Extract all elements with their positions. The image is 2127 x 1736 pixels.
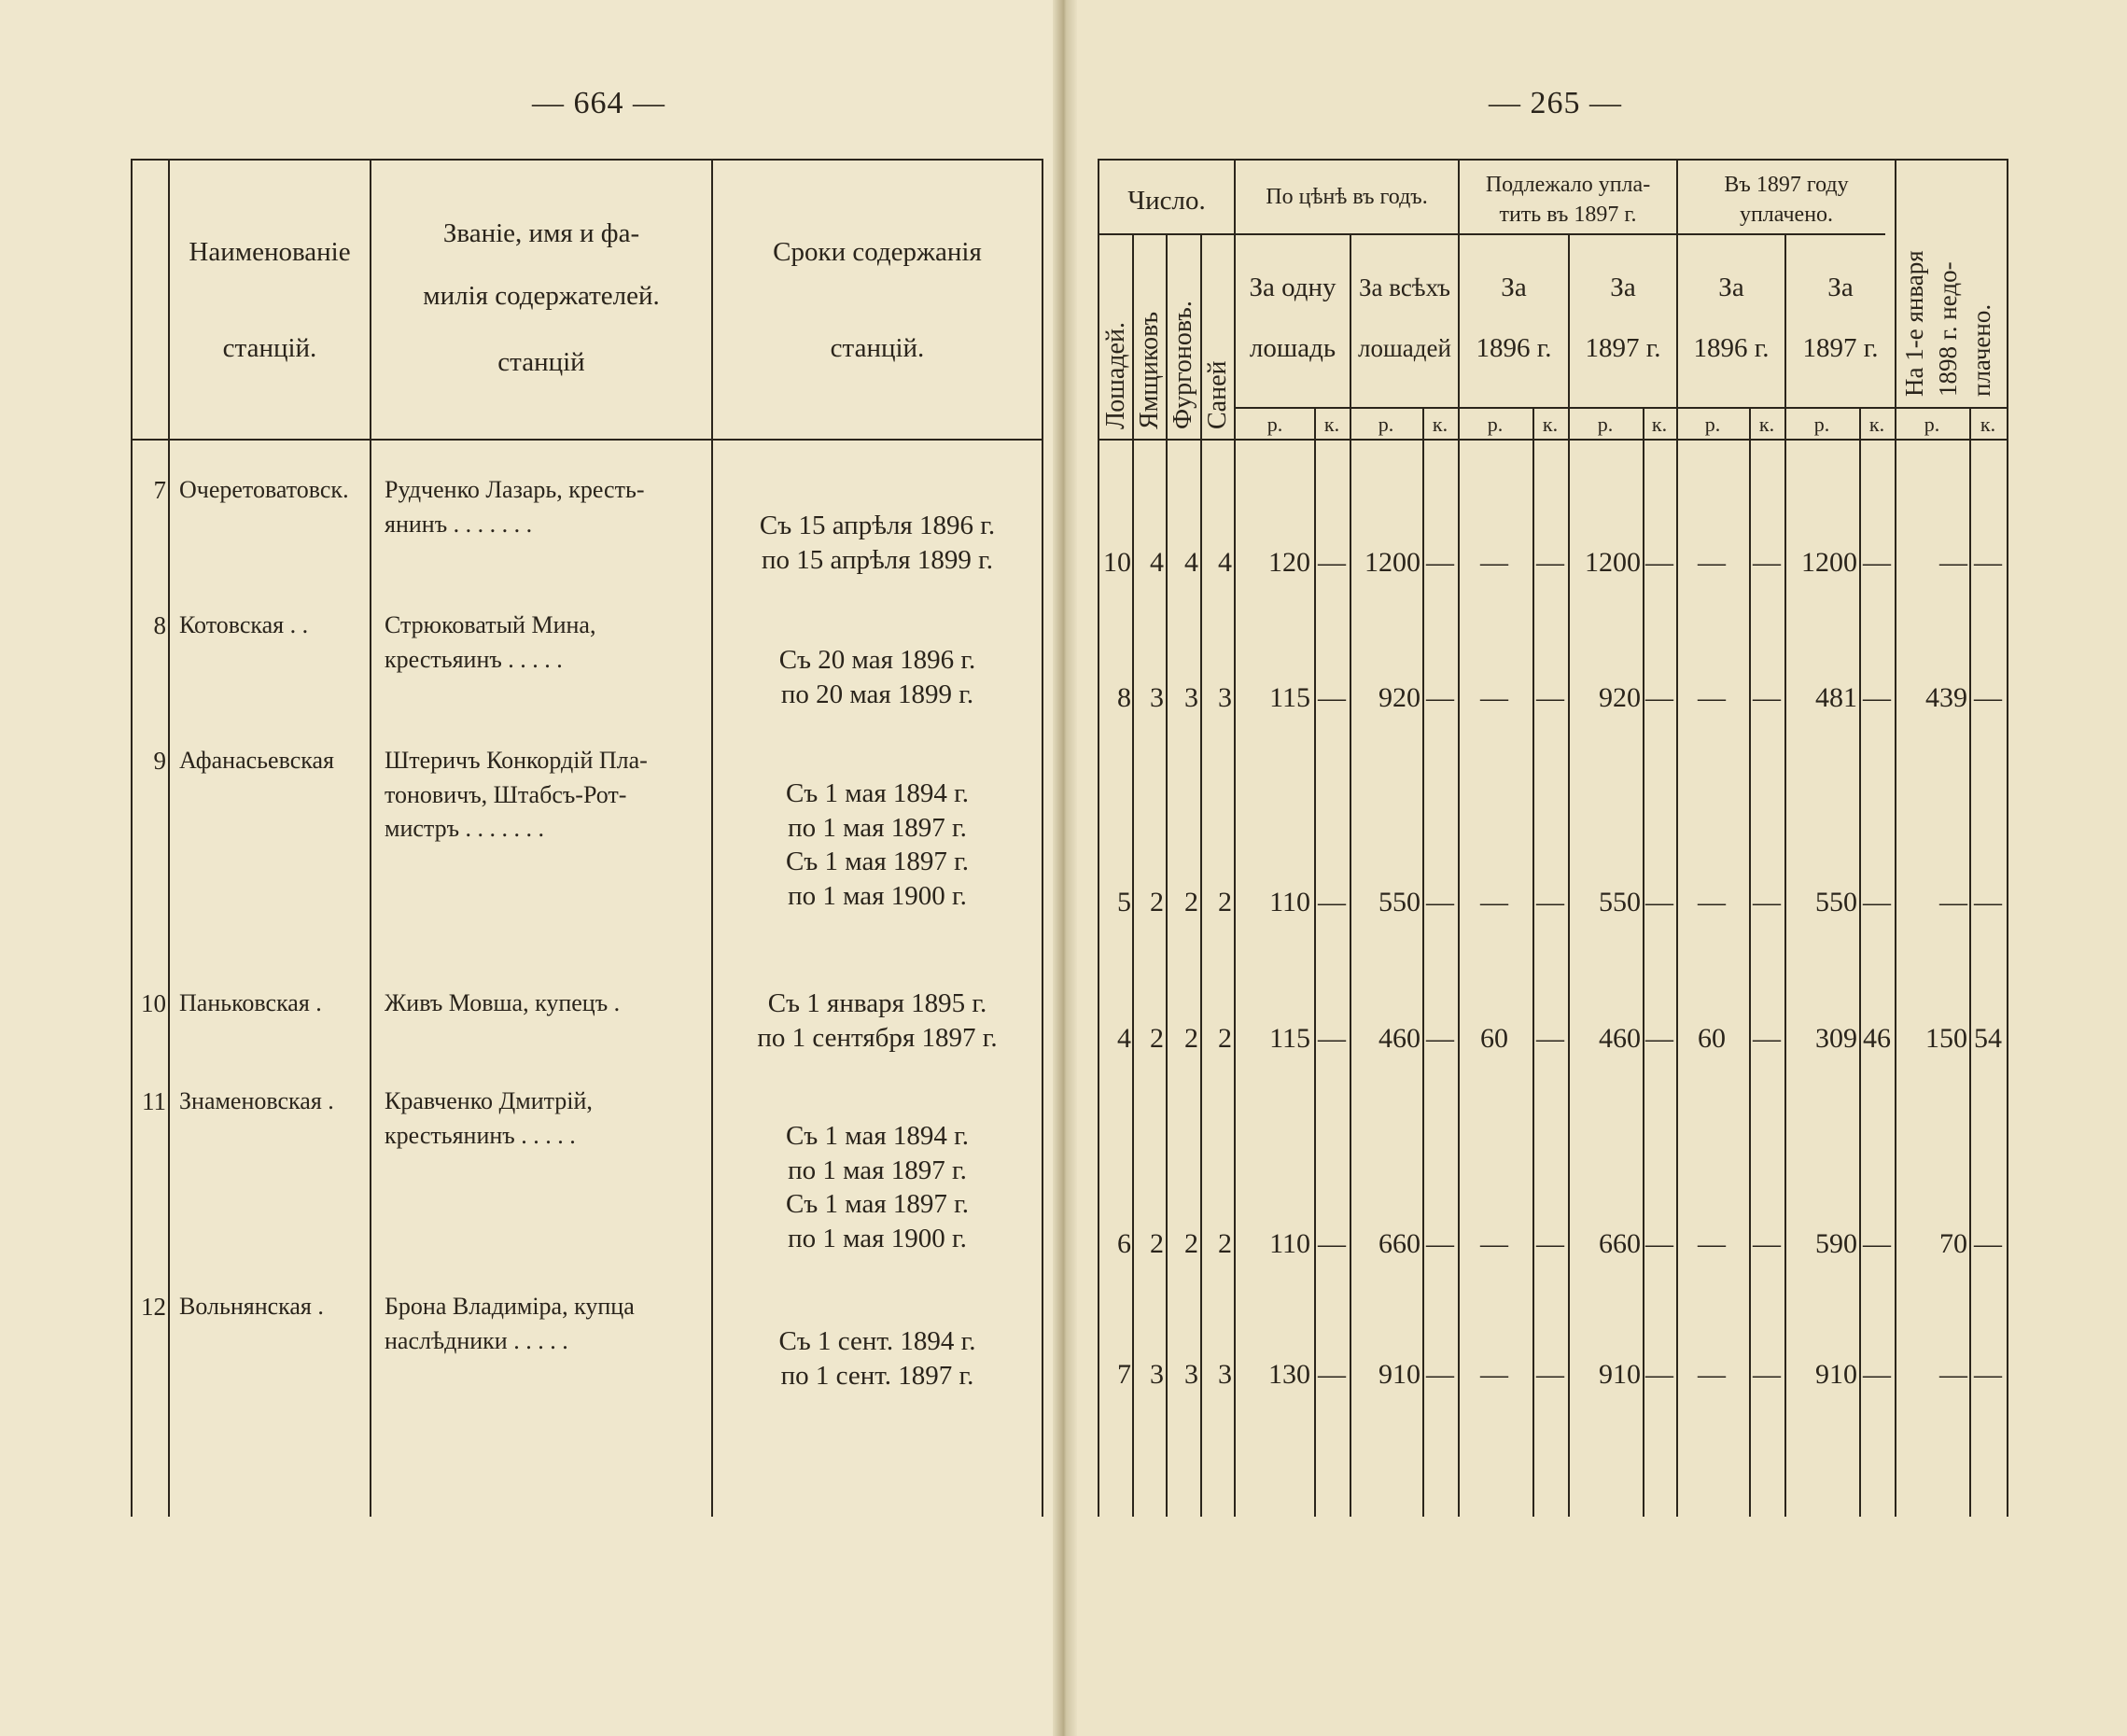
header-unpaid-1: На 1-е января (1900, 250, 1928, 397)
term-line: по 1 мая 1897 г. (788, 812, 967, 843)
table-cell: — (1318, 547, 1346, 578)
table-cell: — (1863, 682, 1891, 713)
row-number: 8 (153, 611, 166, 639)
table-cell: 2 (1218, 887, 1232, 917)
table-cell: — (1426, 682, 1454, 713)
term-line: Съ 1 мая 1894 г. (785, 1121, 970, 1151)
row-number: 12 (141, 1293, 166, 1321)
table-cell: — (1698, 887, 1726, 917)
keeper-line: янинъ . . . . . . . (385, 510, 533, 538)
table-cell: 54 (1974, 1023, 2002, 1054)
station-name: Очеретоватовск. (179, 476, 349, 503)
table-cell: — (1974, 887, 2002, 917)
table-cell: 2 (1150, 1023, 1164, 1054)
unit-kopecks: к. (1758, 413, 1775, 436)
table-cell: 70 (1939, 1228, 1967, 1259)
unit-rubles: р. (1597, 413, 1614, 436)
table-cell: 910 (1599, 1359, 1641, 1390)
unit-rubles: р. (1924, 413, 1940, 436)
table-cell: 2 (1150, 887, 1164, 917)
book-gutter (1053, 0, 1077, 1736)
header-sledges: Саней (1203, 360, 1232, 429)
table-cell: 920 (1599, 682, 1641, 713)
header-paid-1897-a: За (1827, 273, 1854, 302)
table-cell: 115 (1269, 682, 1310, 713)
table-cell: 4 (1117, 1023, 1131, 1054)
table-cell: 150 (1925, 1023, 1967, 1054)
unit-rubles: р. (1704, 413, 1721, 436)
term-line: Съ 15 апрѣля 1896 г. (759, 511, 996, 540)
row-number: 7 (153, 476, 166, 504)
table-cell: — (1480, 682, 1508, 713)
keeper-line: крестьянинъ . . . . . (385, 1121, 576, 1149)
keeper-line: наслѣдники . . . . . (385, 1326, 568, 1354)
table-cell: 1200 (1364, 547, 1420, 578)
term-line: Съ 1 мая 1897 г. (785, 847, 970, 876)
keeper-line: тоновичъ, Штабсъ-Рот- (385, 780, 627, 808)
term-line: по 1 сент. 1897 г. (780, 1360, 974, 1391)
header-paid-1897-b: 1897 г. (1802, 333, 1879, 363)
term-line: по 20 мая 1899 г. (780, 679, 974, 709)
keeper-line: Рудченко Лазарь, кресть- (385, 476, 645, 503)
table-cell: — (1645, 547, 1673, 578)
table-cell: 3 (1150, 682, 1164, 713)
table-cell: — (1318, 1023, 1346, 1054)
table-cell: 1200 (1585, 547, 1641, 578)
right-page-number: — 265 — (1489, 86, 1622, 120)
table-cell: — (1753, 547, 1781, 578)
table-cell: 5 (1117, 887, 1131, 917)
table-cell: — (1645, 682, 1673, 713)
table-cell: 3 (1184, 682, 1198, 713)
header-terms: Сроки содержанія (773, 237, 982, 267)
keeper-line: Живъ Мовша, купецъ . (385, 989, 621, 1016)
table-cell: 8 (1117, 682, 1131, 713)
row-number: 11 (142, 1087, 166, 1115)
table-cell: 130 (1268, 1359, 1310, 1390)
table-cell: 660 (1378, 1228, 1420, 1259)
header-due-1897-a: За (1610, 273, 1636, 302)
table-cell: 439 (1925, 682, 1967, 713)
header-all-horses-1: За всѣхъ (1359, 273, 1450, 301)
table-cell: 10 (1103, 547, 1131, 578)
header-unpaid-3: плачено. (1967, 303, 1995, 397)
keeper-line: Стрюковатый Мина, (385, 611, 596, 638)
table-cell: 2 (1218, 1228, 1232, 1259)
header-coachmen: Ямщиковъ (1135, 311, 1164, 429)
table-cell: — (1480, 547, 1508, 578)
table-cell: 6 (1117, 1228, 1131, 1259)
table-cell: 590 (1815, 1228, 1857, 1259)
table-cell: 2 (1184, 1228, 1198, 1259)
table-cell: — (1645, 1359, 1673, 1390)
unit-kopecks: к. (1980, 413, 1996, 436)
keeper-line: крестьяинъ . . . . . (385, 645, 563, 673)
table-cell: — (1536, 547, 1564, 578)
table-cell: — (1426, 1023, 1454, 1054)
station-name: Паньковская . (179, 989, 322, 1016)
term-line: по 1 мая 1900 г. (788, 880, 967, 911)
row-number: 10 (141, 989, 166, 1017)
station-name: Котовская . . (179, 611, 309, 638)
table-cell: 481 (1815, 682, 1857, 713)
table-cell: — (1536, 1228, 1564, 1259)
header-chislo: Число. (1127, 186, 1206, 216)
keeper-line: мистръ . . . . . . . (385, 815, 545, 842)
header-station-name: Наименованіе (189, 237, 351, 267)
table-cell: 460 (1599, 1023, 1641, 1054)
header-due-1: Подлежало упла- (1485, 173, 1651, 197)
table-cell: — (1426, 1228, 1454, 1259)
table-cell: — (1426, 887, 1454, 917)
unit-kopecks: к. (1432, 413, 1448, 436)
header-one-horse-2: лошадь (1249, 333, 1336, 363)
table-cell: — (1536, 1023, 1564, 1054)
table-cell: — (1863, 547, 1891, 578)
table-cell: — (1974, 682, 2002, 713)
unit-kopecks: к. (1542, 413, 1559, 436)
table-cell: 60 (1698, 1023, 1726, 1054)
table-cell: 110 (1269, 887, 1310, 917)
table-cell: 2 (1218, 1023, 1232, 1054)
station-name: Вольнянская . (179, 1293, 324, 1320)
term-line: Съ 1 сент. 1894 г. (778, 1326, 976, 1356)
table-cell: — (1753, 887, 1781, 917)
table-cell: 3 (1218, 682, 1232, 713)
term-line: по 15 апрѣля 1899 г. (762, 544, 993, 575)
header-paid-1896-a: За (1718, 273, 1744, 302)
table-cell: — (1536, 887, 1564, 917)
table-cell: — (1698, 1228, 1726, 1259)
table-cell: 550 (1815, 887, 1857, 917)
table-cell: — (1863, 887, 1891, 917)
table-cell: 2 (1150, 1228, 1164, 1259)
left-page-number: — 664 — (532, 86, 665, 120)
keeper-line: Брона Владиміра, купца (385, 1293, 635, 1320)
header-terms-2: станцій. (830, 333, 925, 363)
table-cell: — (1698, 1359, 1726, 1390)
table-cell: — (1753, 682, 1781, 713)
unit-kopecks: к. (1323, 413, 1340, 436)
keeper-line: Кравченко Дмитрій, (385, 1087, 593, 1114)
unit-rubles: р. (1813, 413, 1830, 436)
table-cell: — (1753, 1023, 1781, 1054)
table-cell: — (1753, 1228, 1781, 1259)
table-cell: — (1974, 1359, 2002, 1390)
table-cell: 3 (1184, 1359, 1198, 1390)
table-cell: 110 (1269, 1228, 1310, 1259)
table-cell: 910 (1378, 1359, 1420, 1390)
term-line: по 1 сентября 1897 г. (757, 1022, 998, 1053)
table-cell: 120 (1268, 547, 1310, 578)
table-cell: — (1318, 682, 1346, 713)
header-paid-1: Въ 1897 году (1724, 173, 1849, 197)
table-cell: 660 (1599, 1228, 1641, 1259)
table-cell: — (1698, 682, 1726, 713)
unit-rubles: р. (1266, 413, 1283, 436)
table-cell: 46 (1863, 1023, 1891, 1054)
table-cell: 4 (1150, 547, 1164, 578)
table-cell: 309 (1815, 1023, 1857, 1054)
term-line: по 1 мая 1897 г. (788, 1155, 967, 1185)
table-cell: — (1645, 1023, 1673, 1054)
table-cell: — (1645, 887, 1673, 917)
unit-rubles: р. (1487, 413, 1504, 436)
term-line: по 1 мая 1900 г. (788, 1223, 967, 1253)
table-cell: — (1536, 682, 1564, 713)
header-unpaid-2: 1898 г. недо- (1934, 261, 1962, 397)
table-cell: — (1863, 1228, 1891, 1259)
station-name: Афанасьевская (179, 747, 334, 774)
table-cell: — (1974, 1228, 2002, 1259)
station-name: Знаменовская . (179, 1087, 334, 1114)
table-cell: — (1863, 1359, 1891, 1390)
table-cell: — (1480, 1228, 1508, 1259)
header-due-2: тить въ 1897 г. (1499, 203, 1637, 227)
term-line: Съ 1 января 1895 г. (767, 988, 987, 1018)
table-cell: — (1318, 1359, 1346, 1390)
unit-kopecks: к. (1651, 413, 1668, 436)
table-cell: 550 (1378, 887, 1420, 917)
unit-rubles: р. (1378, 413, 1394, 436)
table-cell: 60 (1480, 1023, 1508, 1054)
header-due-1896-a: За (1501, 273, 1527, 302)
header-paid-2: уплачено. (1739, 203, 1834, 227)
table-cell: 7 (1117, 1359, 1131, 1390)
header-station-name-2: станцій. (222, 333, 317, 363)
table-cell: — (1426, 547, 1454, 578)
header-due-1896-b: 1896 г. (1476, 333, 1552, 363)
table-cell: — (1753, 1359, 1781, 1390)
table-cell: 460 (1378, 1023, 1420, 1054)
table-cell: — (1939, 887, 1967, 917)
header-all-horses-2: лошадей (1358, 334, 1451, 362)
header-wagons: Фургоновъ. (1168, 301, 1197, 429)
header-keeper-2: милія содержателей. (423, 281, 660, 311)
table-cell: 3 (1150, 1359, 1164, 1390)
table-cell: — (1318, 887, 1346, 917)
table-cell: — (1698, 547, 1726, 578)
header-one-horse-1: За одну (1249, 273, 1336, 302)
header-price-per-year: По цѣнѣ въ годъ. (1266, 185, 1428, 209)
table-cell: 910 (1815, 1359, 1857, 1390)
table-cell: — (1645, 1228, 1673, 1259)
table-cell: 115 (1269, 1023, 1310, 1054)
keeper-line: Штеричъ Конкордій Пла- (385, 747, 648, 774)
term-line: Съ 20 мая 1896 г. (778, 645, 976, 675)
table-cell: — (1974, 547, 2002, 578)
table-cell: — (1939, 1359, 1967, 1390)
table-cell: — (1426, 1359, 1454, 1390)
table-cell: 4 (1184, 547, 1198, 578)
term-line: Съ 1 мая 1897 г. (785, 1189, 970, 1219)
right-page (1064, 0, 2127, 1736)
header-keeper-3: станцій (497, 347, 585, 377)
table-cell: 920 (1378, 682, 1420, 713)
table-cell: 2 (1184, 887, 1198, 917)
header-paid-1896-b: 1896 г. (1693, 333, 1770, 363)
table-cell: 3 (1218, 1359, 1232, 1390)
unit-kopecks: к. (1868, 413, 1885, 436)
table-cell: — (1939, 547, 1967, 578)
row-number: 9 (153, 747, 166, 775)
table-cell: — (1480, 887, 1508, 917)
table-cell: — (1536, 1359, 1564, 1390)
table-cell: 1200 (1801, 547, 1857, 578)
table-cell: — (1480, 1359, 1508, 1390)
term-line: Съ 1 мая 1894 г. (785, 778, 970, 808)
header-horses: Лошадей. (1101, 322, 1130, 429)
header-due-1897-b: 1897 г. (1585, 333, 1661, 363)
table-cell: — (1318, 1228, 1346, 1259)
table-cell: 550 (1599, 887, 1641, 917)
table-cell: 4 (1218, 547, 1232, 578)
header-keeper: Званіе, имя и фа- (442, 218, 640, 248)
table-cell: 2 (1184, 1023, 1198, 1054)
